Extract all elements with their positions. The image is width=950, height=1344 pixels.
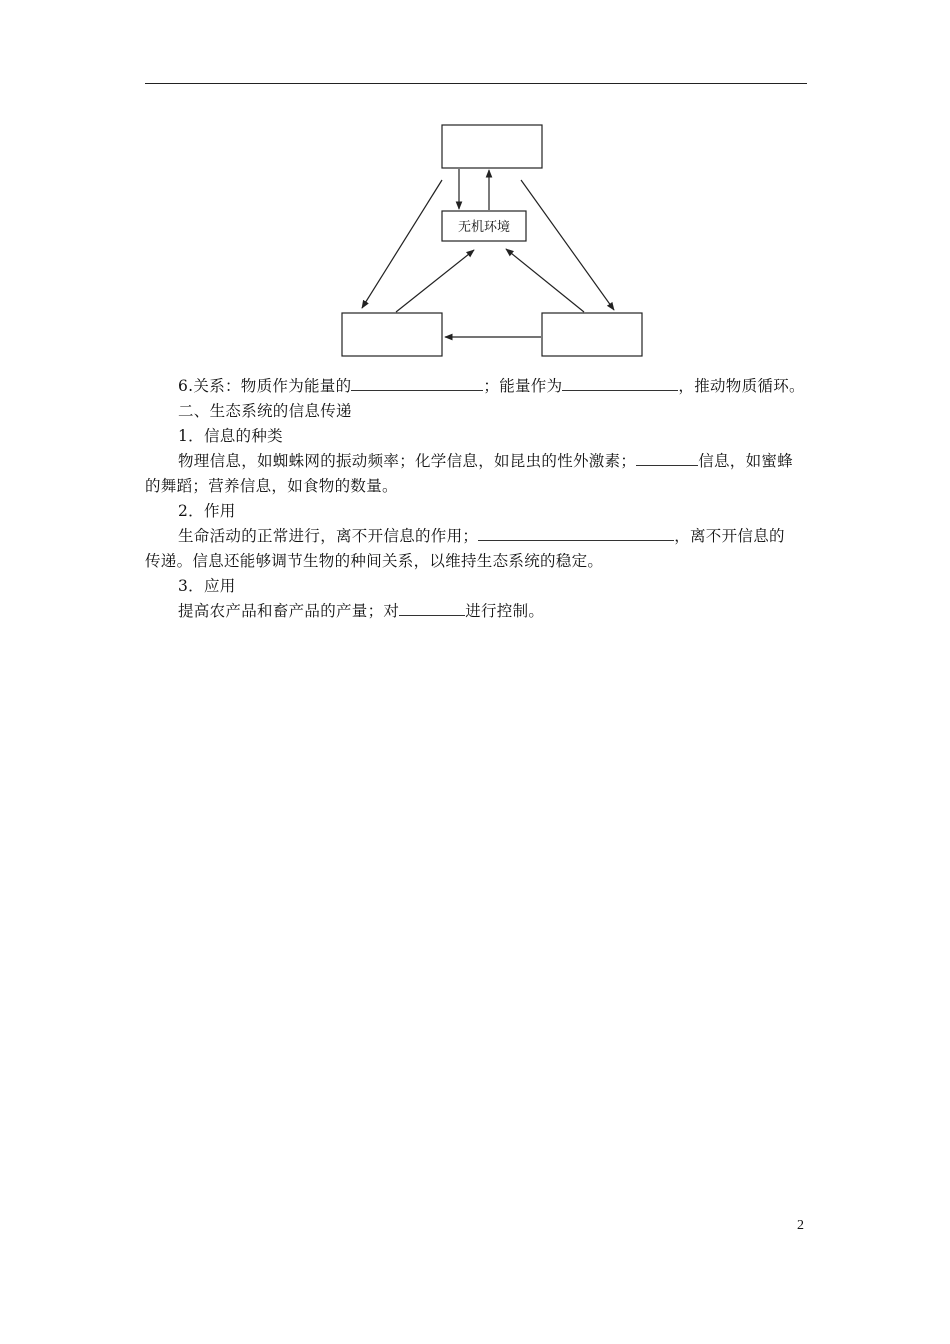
item-6-line: 6.关系：物质作为能量的 ；能量作为 ，推动物质循环。 — [178, 374, 805, 398]
answer-blank[interactable] — [636, 449, 698, 466]
arrow-left-to-center — [396, 250, 474, 312]
section-2-heading: 二、生态系统的信息传递 — [178, 402, 352, 420]
subsection-3-paragraph: 提高农产品和畜产品的产量；对 进行控制。 — [178, 599, 544, 623]
carbon-cycle-diagram — [0, 0, 950, 380]
subsection-3-heading: 3．应用 — [178, 577, 236, 595]
arrow-top-to-left — [362, 180, 442, 308]
subsection-1-paragraph-line2: 的舞蹈；营养信息，如食物的数量。 — [145, 477, 398, 495]
subsection-2-paragraph-line1: 生命活动的正常进行，离不开信息的作用； ，离不开信息的 — [178, 524, 785, 548]
subsection-2-paragraph-line2: 传递。信息还能够调节生物的种间关系，以维持生态系统的稳定。 — [145, 552, 604, 570]
arrow-right-to-center — [506, 249, 584, 312]
center-box-label: 无机环境 — [457, 220, 511, 235]
right-empty-box — [542, 313, 642, 356]
page-number: 2 — [797, 1218, 804, 1233]
left-empty-box — [342, 313, 442, 356]
subsection-2-heading: 2．作用 — [178, 502, 236, 520]
subsection-1-paragraph-line1: 物理信息，如蜘蛛网的振动频率；化学信息，如昆虫的性外激素； 信息，如蜜蜂 — [178, 449, 793, 473]
arrow-top-to-right — [521, 180, 614, 310]
answer-blank[interactable] — [562, 374, 678, 391]
answer-blank[interactable] — [399, 599, 465, 616]
top-empty-box — [442, 125, 542, 168]
answer-blank[interactable] — [478, 524, 674, 541]
subsection-1-heading: 1．信息的种类 — [178, 427, 283, 445]
answer-blank[interactable] — [351, 374, 483, 391]
